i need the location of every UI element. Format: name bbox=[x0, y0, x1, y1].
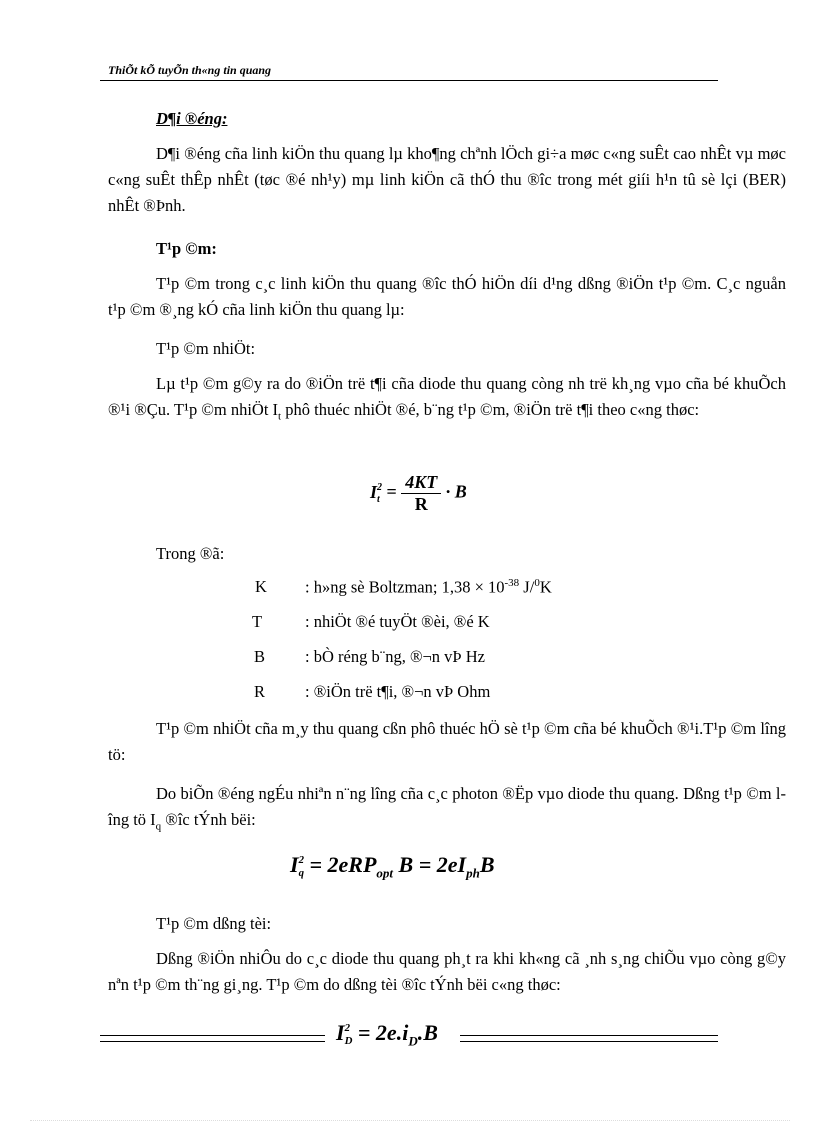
where-label-text: Trong ®ã: bbox=[156, 544, 225, 563]
definition-symbol: B bbox=[254, 647, 266, 666]
formula-dark-lhs: I bbox=[336, 1020, 345, 1045]
formula-thermal-rhs: · B bbox=[445, 481, 467, 502]
paragraph-thermal-text2: phô thuéc nhiÖt ®é, b¨ng t¹p ©m, ®iÖn trë t¶i theo c«ng thøc: bbox=[281, 400, 700, 419]
bottom-rule-left bbox=[100, 1035, 325, 1042]
paragraph-quantum bbox=[108, 781, 786, 839]
heading-dai-dong: D¶i ®éng: bbox=[156, 109, 228, 128]
paragraph-quantum-text1: Do biÕn ®éng ngÉu nhiªn n¨ng lîng cña c¸c photon ®Ëp vµo diode thu quang. Dßng t¹p ©m lîng tö I bbox=[108, 784, 786, 829]
formula-quantum-lhs: I bbox=[290, 852, 299, 877]
paragraph-thermal-text1: Lµ t¹p ©m g©y ra do ®iÖn trë t¶i cña diode thu quang còng nh trë kh¸ng vµo cña bé khuÕch ®¹i ®Çu. T¹p ©m nhiÖt I bbox=[108, 374, 786, 419]
paragraph-tap-am: T¹p ©m trong c¸c linh kiÖn thu quang ®îc thÓ hiÖn díi d¹ng dßng ®iÖn t¹p ©m. C¸c nguån t¹p ©m ®¸ng kÓ cña linh kiÖn thu quang lµ: bbox=[108, 274, 786, 319]
page-header: ThiÕt kÕ tuyÕn th«ng tin quang bbox=[108, 63, 272, 77]
heading-tap-am: T¹p ©m: bbox=[156, 239, 217, 258]
paragraph-thermal-closing: T¹p ©m nhiÖt cña m¸y thu quang cßn phô thuéc hÖ sè t¹p ©m cña bé khuÕch ®¹i.T¹p ©m lîng tö: bbox=[108, 719, 786, 764]
header-rule bbox=[100, 80, 718, 81]
paragraph-thermal-sub: t bbox=[278, 410, 282, 423]
definition-desc: : ®iÖn trë t¶i, ®¬n vÞ Ohm bbox=[305, 682, 491, 701]
heading-dark: T¹p ©m dßng tèi: bbox=[156, 914, 272, 933]
bottom-rule-right bbox=[460, 1035, 718, 1042]
definition-desc: : bÒ réng b¨ng, ®¬n vÞ Hz bbox=[305, 647, 485, 666]
paragraph-thermal-closing-block bbox=[108, 716, 786, 768]
section-dai-dong bbox=[108, 106, 786, 219]
page-bottom-edge bbox=[30, 1120, 790, 1121]
definition-desc: : h»ng sè Boltzman; $1,38 \times 10^{-38}$ J/$^0$K bbox=[305, 577, 552, 597]
formula-quantum: I 2 q = 2eRP$_{opt}$ $B = 2eI_{ph}B$ bbox=[290, 852, 495, 881]
definition-desc: : nhiÖt ®é tuyÖt ®èi, ®é K bbox=[305, 612, 490, 631]
definition-symbol: T bbox=[252, 612, 263, 631]
paragraph-dai-dong: D¶i ®éng cña linh kiÖn thu quang lµ kho¶ng chªnh lÖch gi÷a møc c«ng suÊt cao nhÊt vµ møc c«ng suÊt thÊp nhÊt (tøc ®é nh¹y) mµ linh kiÖn cã thÓ thu ®îc trong mét giíi h¹n tû sè lçi (BER) nhÊt ®Þnh. bbox=[108, 144, 786, 215]
definition-symbol: K bbox=[255, 577, 267, 596]
section-quantum bbox=[108, 781, 786, 839]
paragraph-thermal bbox=[108, 371, 786, 429]
section-thermal bbox=[108, 336, 786, 429]
section-dark bbox=[108, 911, 786, 998]
formula-thermal-lhs: I 2 t bbox=[370, 481, 383, 505]
formula-thermal: I 2 t = $\frac{4KT}{R}$ · B bbox=[370, 472, 467, 514]
paragraph-dark: Dßng ®iÖn nhiÔu do c¸c diode thu quang ph¸t ra khi kh«ng cã ¸nh s¸ng chiÕu vµo còng g©y nªn t¹p ©m th¨ng gi¸ng. T¹p ©m do dßng tèi ®îc tÝnh bëi c«ng thøc: bbox=[108, 949, 786, 994]
paragraph-quantum-text2: ®îc tÝnh bëi: bbox=[161, 810, 256, 829]
heading-thermal: T¹p ©m nhiÖt: bbox=[156, 339, 256, 358]
where-label bbox=[108, 541, 786, 567]
section-tap-am bbox=[108, 236, 786, 323]
formula-dark: I 2 D = $2e.i_D.B$ bbox=[336, 1020, 438, 1049]
formula-thermal-fraction: $\frac{4KT}{R}$ bbox=[401, 472, 441, 515]
paragraph-quantum-sub: q bbox=[155, 820, 162, 833]
definition-symbol: R bbox=[254, 682, 266, 701]
